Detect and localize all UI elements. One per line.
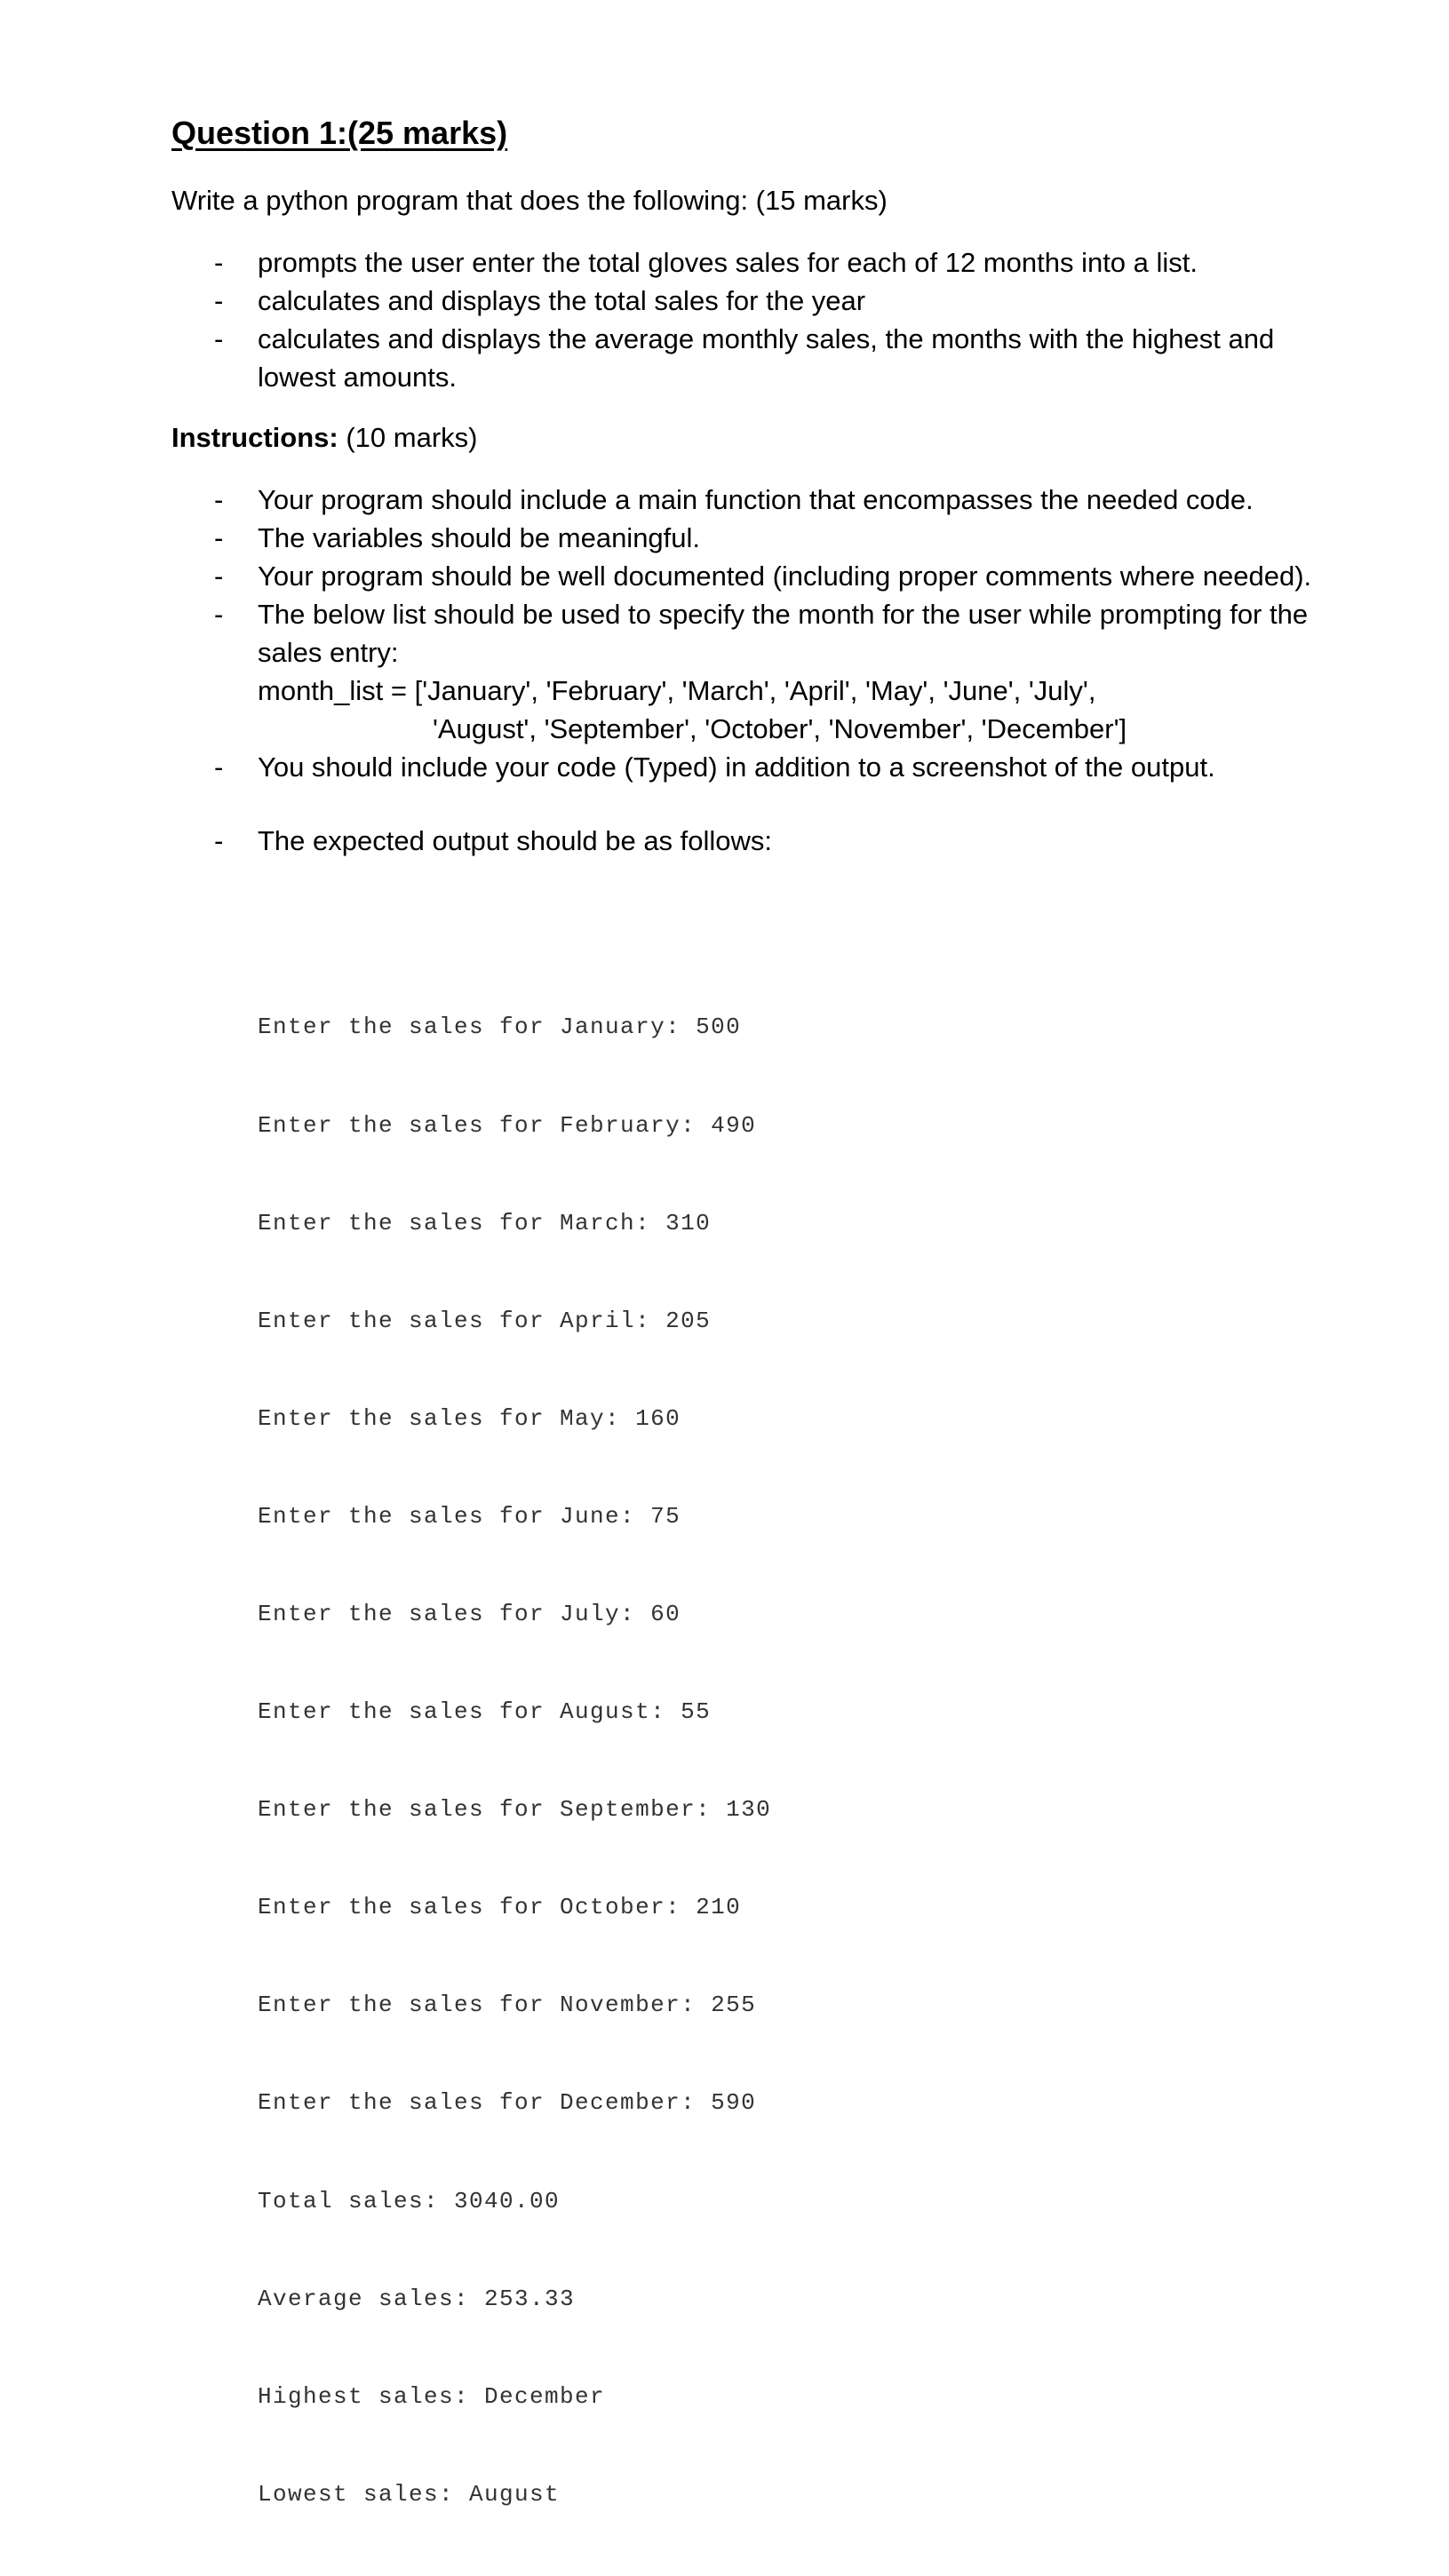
requirement-text: calculates and displays the average monthly sales, the months with the highest and lowest amounts.: [258, 323, 1275, 393]
list-item: [171, 822, 1326, 860]
output-line: Enter the sales for August: 55: [258, 1698, 712, 1726]
bullet-dash: -: [214, 751, 224, 783]
instruction-text: The expected output should be as follows:: [258, 825, 773, 856]
instructions-marks: (10 marks): [346, 422, 478, 453]
list-spacer: [171, 786, 1326, 822]
output-line: Enter the sales for November: 255: [258, 1992, 757, 2019]
output-line: Enter the sales for January: 500: [258, 1014, 742, 1041]
bullet-dash: -: [214, 561, 224, 592]
output-line: Highest sales: December: [258, 2382, 606, 2410]
output-line: Enter the sales for March: 310: [258, 1209, 712, 1236]
list-item: [171, 481, 1326, 519]
instruction-text: Your program should include a main function that encompasses the needed code.: [258, 484, 1254, 515]
output-line: Average sales: 253.33: [258, 2285, 576, 2312]
bullet-dash: -: [214, 285, 224, 316]
list-item: [171, 519, 1326, 557]
requirement-text: calculates and displays the total sales for the year: [258, 285, 866, 316]
month-list-line-1: month_list = ['January', 'February', 'March', 'April', 'May', 'June', 'July',: [258, 675, 1096, 706]
list-item: [171, 595, 1326, 748]
output-line: Enter the sales for July: 60: [258, 1600, 681, 1627]
instructions-label: Instructions:: [171, 422, 338, 453]
output-line: Enter the sales for September: 130: [258, 1796, 772, 1824]
requirement-text: prompts the user enter the total gloves sales for each of 12 months into a list.: [258, 247, 1198, 278]
instruction-text: You should include your code (Typed) in addition to a screenshot of the output.: [258, 751, 1215, 783]
bullet-dash: -: [214, 522, 224, 553]
bullet-dash: -: [214, 599, 224, 630]
list-item: [171, 320, 1326, 396]
bullet-dash: -: [214, 247, 224, 278]
output-line: Enter the sales for April: 205: [258, 1307, 712, 1334]
instruction-text: Your program should be well documented (including proper comments where needed).: [258, 561, 1312, 592]
instruction-text: The below list should be used to specify the month for the user while prompting for the sales entry:: [258, 599, 1309, 668]
instruction-text: The variables should be meaningful.: [258, 522, 701, 553]
output-line: Enter the sales for December: 590: [258, 2089, 757, 2117]
bullet-dash: -: [214, 484, 224, 515]
list-item: [171, 557, 1326, 595]
output-line: Enter the sales for February: 490: [258, 1111, 757, 1139]
output-line: Total sales: 3040.00: [258, 2187, 561, 2214]
list-item: [171, 282, 1326, 320]
requirements-list: [171, 243, 1326, 396]
expected-output-console: [258, 946, 771, 2576]
list-item: [171, 243, 1326, 282]
output-line: Enter the sales for October: 210: [258, 1894, 742, 1921]
question-intro: Write a python program that does the following: (15 marks): [171, 185, 888, 216]
bullet-dash: -: [214, 825, 224, 856]
bullet-dash: -: [214, 323, 224, 354]
instructions-list: [171, 481, 1326, 860]
instructions-heading: [171, 420, 478, 456]
output-line: Lowest sales: August: [258, 2480, 561, 2508]
month-list-line-2: 'August', 'September', 'October', 'November', 'December']: [433, 713, 1127, 744]
output-line: Enter the sales for May: 160: [258, 1404, 681, 1432]
list-item: [171, 748, 1326, 786]
question-title: Question 1:(25 marks): [171, 115, 508, 151]
output-line: Enter the sales for June: 75: [258, 1502, 681, 1530]
